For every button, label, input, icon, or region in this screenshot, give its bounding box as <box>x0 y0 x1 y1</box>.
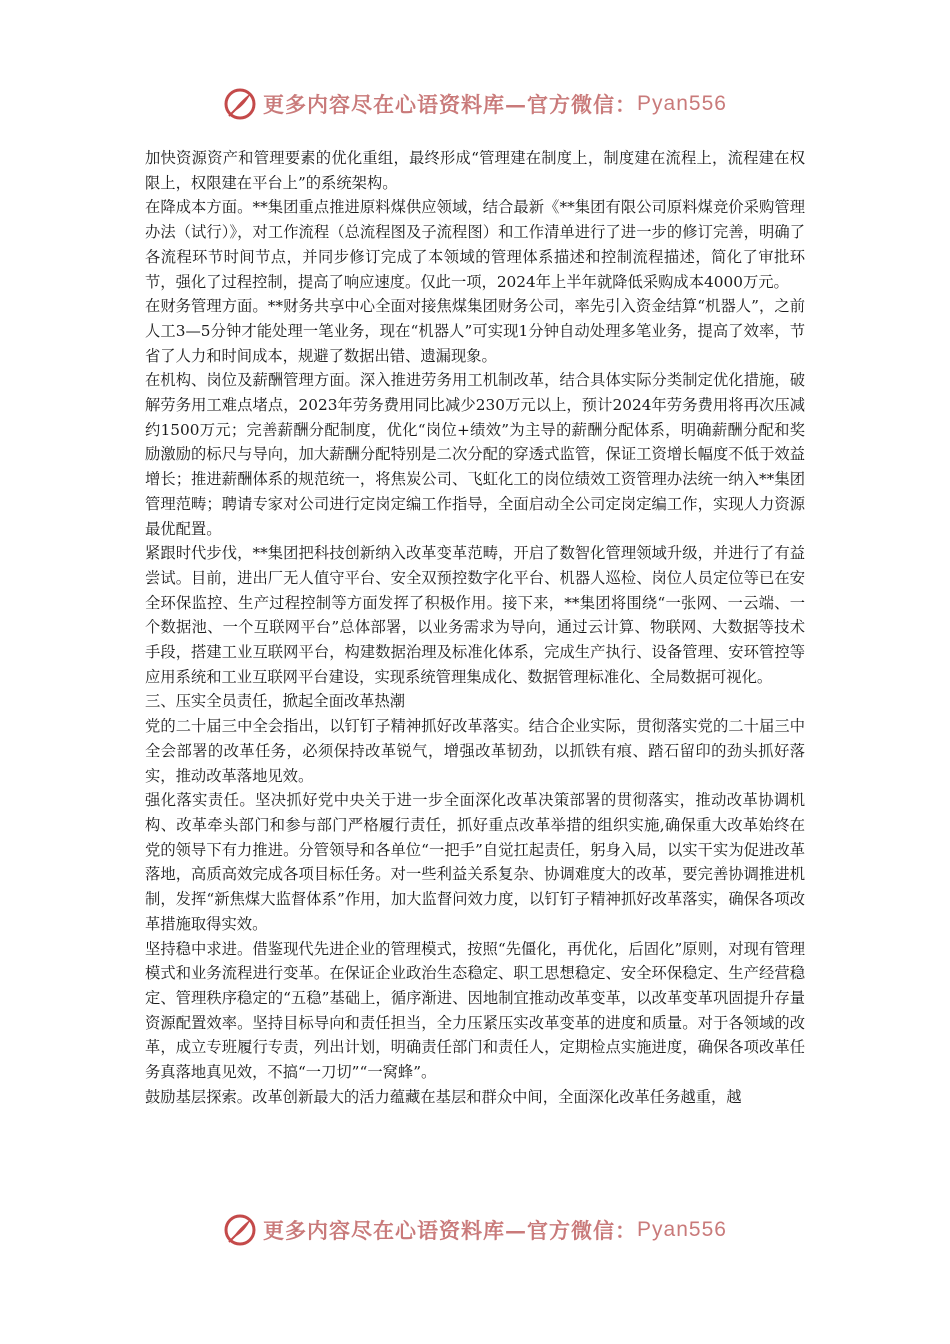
paragraph: 在财务管理方面。**财务共享中心全面对接焦煤集团财务公司，率先引入资金结算“机器人”，之前人工3—5分钟才能处理一笔业务，现在“机器人”可实现1分钟自动处理多笔业务，提高了效率，节省了人力和时间成本，规避了数据出错、遗漏现象。 <box>145 297 805 365</box>
paragraph: 加快资源资产和管理要素的优化重组，最终形成“管理建在制度上，制度建在流程上，流程建在权限上，权限建在平台上”的系统架构。 <box>145 149 805 192</box>
banner-text: 更多内容尽在心语资料库—官方微信： <box>263 92 638 117</box>
paragraph: 在降成本方面。**集团重点推进原料煤供应领域，结合最新《**集团有限公司原料煤竞价采购管理办法（试行）》，对工作流程（总流程图及子流程图）和工作清单进行了进一步的修订完善，明确了各流程环节时间节点，并同步修订完成了本领域的管理体系描述和控制流程描述，简化了审批环节，强化了过程控制，提高了响应速度。仅此一项，2024年上半年就降低采购成本4000万元。 <box>145 198 805 291</box>
banner-text: 更多内容尽在心语资料库—官方微信： <box>263 1218 638 1243</box>
watermark-banner-top <box>0 84 950 124</box>
banner-wechat-id: Pyan556 <box>637 1218 727 1241</box>
paragraph: 紧跟时代步伐，**集团把科技创新纳入改革变革范畴，开启了数智化管理领域升级，并进行了有益尝试。目前，进出厂无人值守平台、安全双预控数字化平台、机器人巡检、岗位人员定位等已在安全环保监控、生产过程控制等方面发挥了积极作用。接下来，**集团将围绕“一张网、一云端、一个数据池、一个互联网平台”总体部署，以业务需求为导向，通过云计算、物联网、大数据等技术手段，搭建工业互联网平台，构建数据治理及标准化体系，完成生产执行、设备管理、安环管控等应用系统和工业互联网平台建设，实现系统管理集成化、数据管理标准化、全局数据可视化。 <box>145 544 805 686</box>
feather-logo-icon <box>223 1213 257 1247</box>
document-body <box>145 146 805 1109</box>
watermark-banner-bottom <box>0 1210 950 1250</box>
paragraph: 坚持稳中求进。借鉴现代先进企业的管理模式，按照“先僵化，再优化，后固化”原则，对现有管理模式和业务流程进行变革。在保证企业政治生态稳定、职工思想稳定、安全环保稳定、生产经营稳定、管理秩序稳定的“五稳”基础上，循序渐进、因地制宜推动改革变革，以改革变革巩固提升存量资源配置效率。坚持目标导向和责任担当，全力压紧压实改革变革的进度和质量。对于各领域的改革，成立专班履行专责，列出计划，明确责任部门和责任人，定期检点实施进度，确保各项改革任务真落地真见效，不搞“一刀切”“一窝蜂”。 <box>145 939 805 1082</box>
paragraph: 党的二十届三中全会指出，以钉钉子精神抓好改革落实。结合企业实际，贯彻落实党的二十届三中全会部署的改革任务，必须保持改革锐气，增强改革韧劲，以抓铁有痕、踏石留印的劲头抓好落实，推动改革落地见效。 <box>145 717 805 785</box>
paragraph: 鼓励基层探索。改革创新最大的活力蕴藏在基层和群众中间，全面深化改革任务越重，越 <box>145 1087 742 1106</box>
banner-wechat-id: Pyan556 <box>637 92 727 115</box>
paragraph: 强化落实责任。坚决抓好党中央关于进一步全面深化改革决策部署的贯彻落实，推动改革协调机构、改革牵头部门和参与部门严格履行责任，抓好重点改革举措的组织实施,确保重大改革始终在党的领导下有力推进。分管领导和各单位“一把手”自觉扛起责任，躬身入局，以实干实为促进改革落地，高质高效完成各项目标任务。对一些利益关系复杂、协调难度大的改革，要完善协调推进机制，发挥“新焦煤大监督体系”作用，加大监督问效力度，以钉钉子精神抓好改革落实，确保各项改革措施取得实效。 <box>145 791 805 933</box>
feather-logo-icon <box>223 87 257 121</box>
section-heading: 三、压实全员责任，掀起全面改革热潮 <box>145 692 406 711</box>
paragraph: 在机构、岗位及薪酬管理方面。深入推进劳务用工机制改革，结合具体实际分类制定优化措施，破解劳务用工难点堵点，2023年劳务费用同比减少230万元以上，预计2024年劳务费用将再次压减约1500万元；完善薪酬分配制度，优化“岗位+绩效”为主导的薪酬分配体系，明确薪酬分配和奖励激励的标尺与导向，加大薪酬分配特别是二次分配的穿透式监管，保证工资增长幅度不低于效益增长；推进薪酬体系的规范统一，将焦炭公司、飞虹化工的岗位绩效工资管理办法统一纳入**集团管理范畴；聘请专家对公司进行定岗定编工作指导，全面启动全公司定岗定编工作，实现人力资源最优配置。 <box>145 371 805 538</box>
